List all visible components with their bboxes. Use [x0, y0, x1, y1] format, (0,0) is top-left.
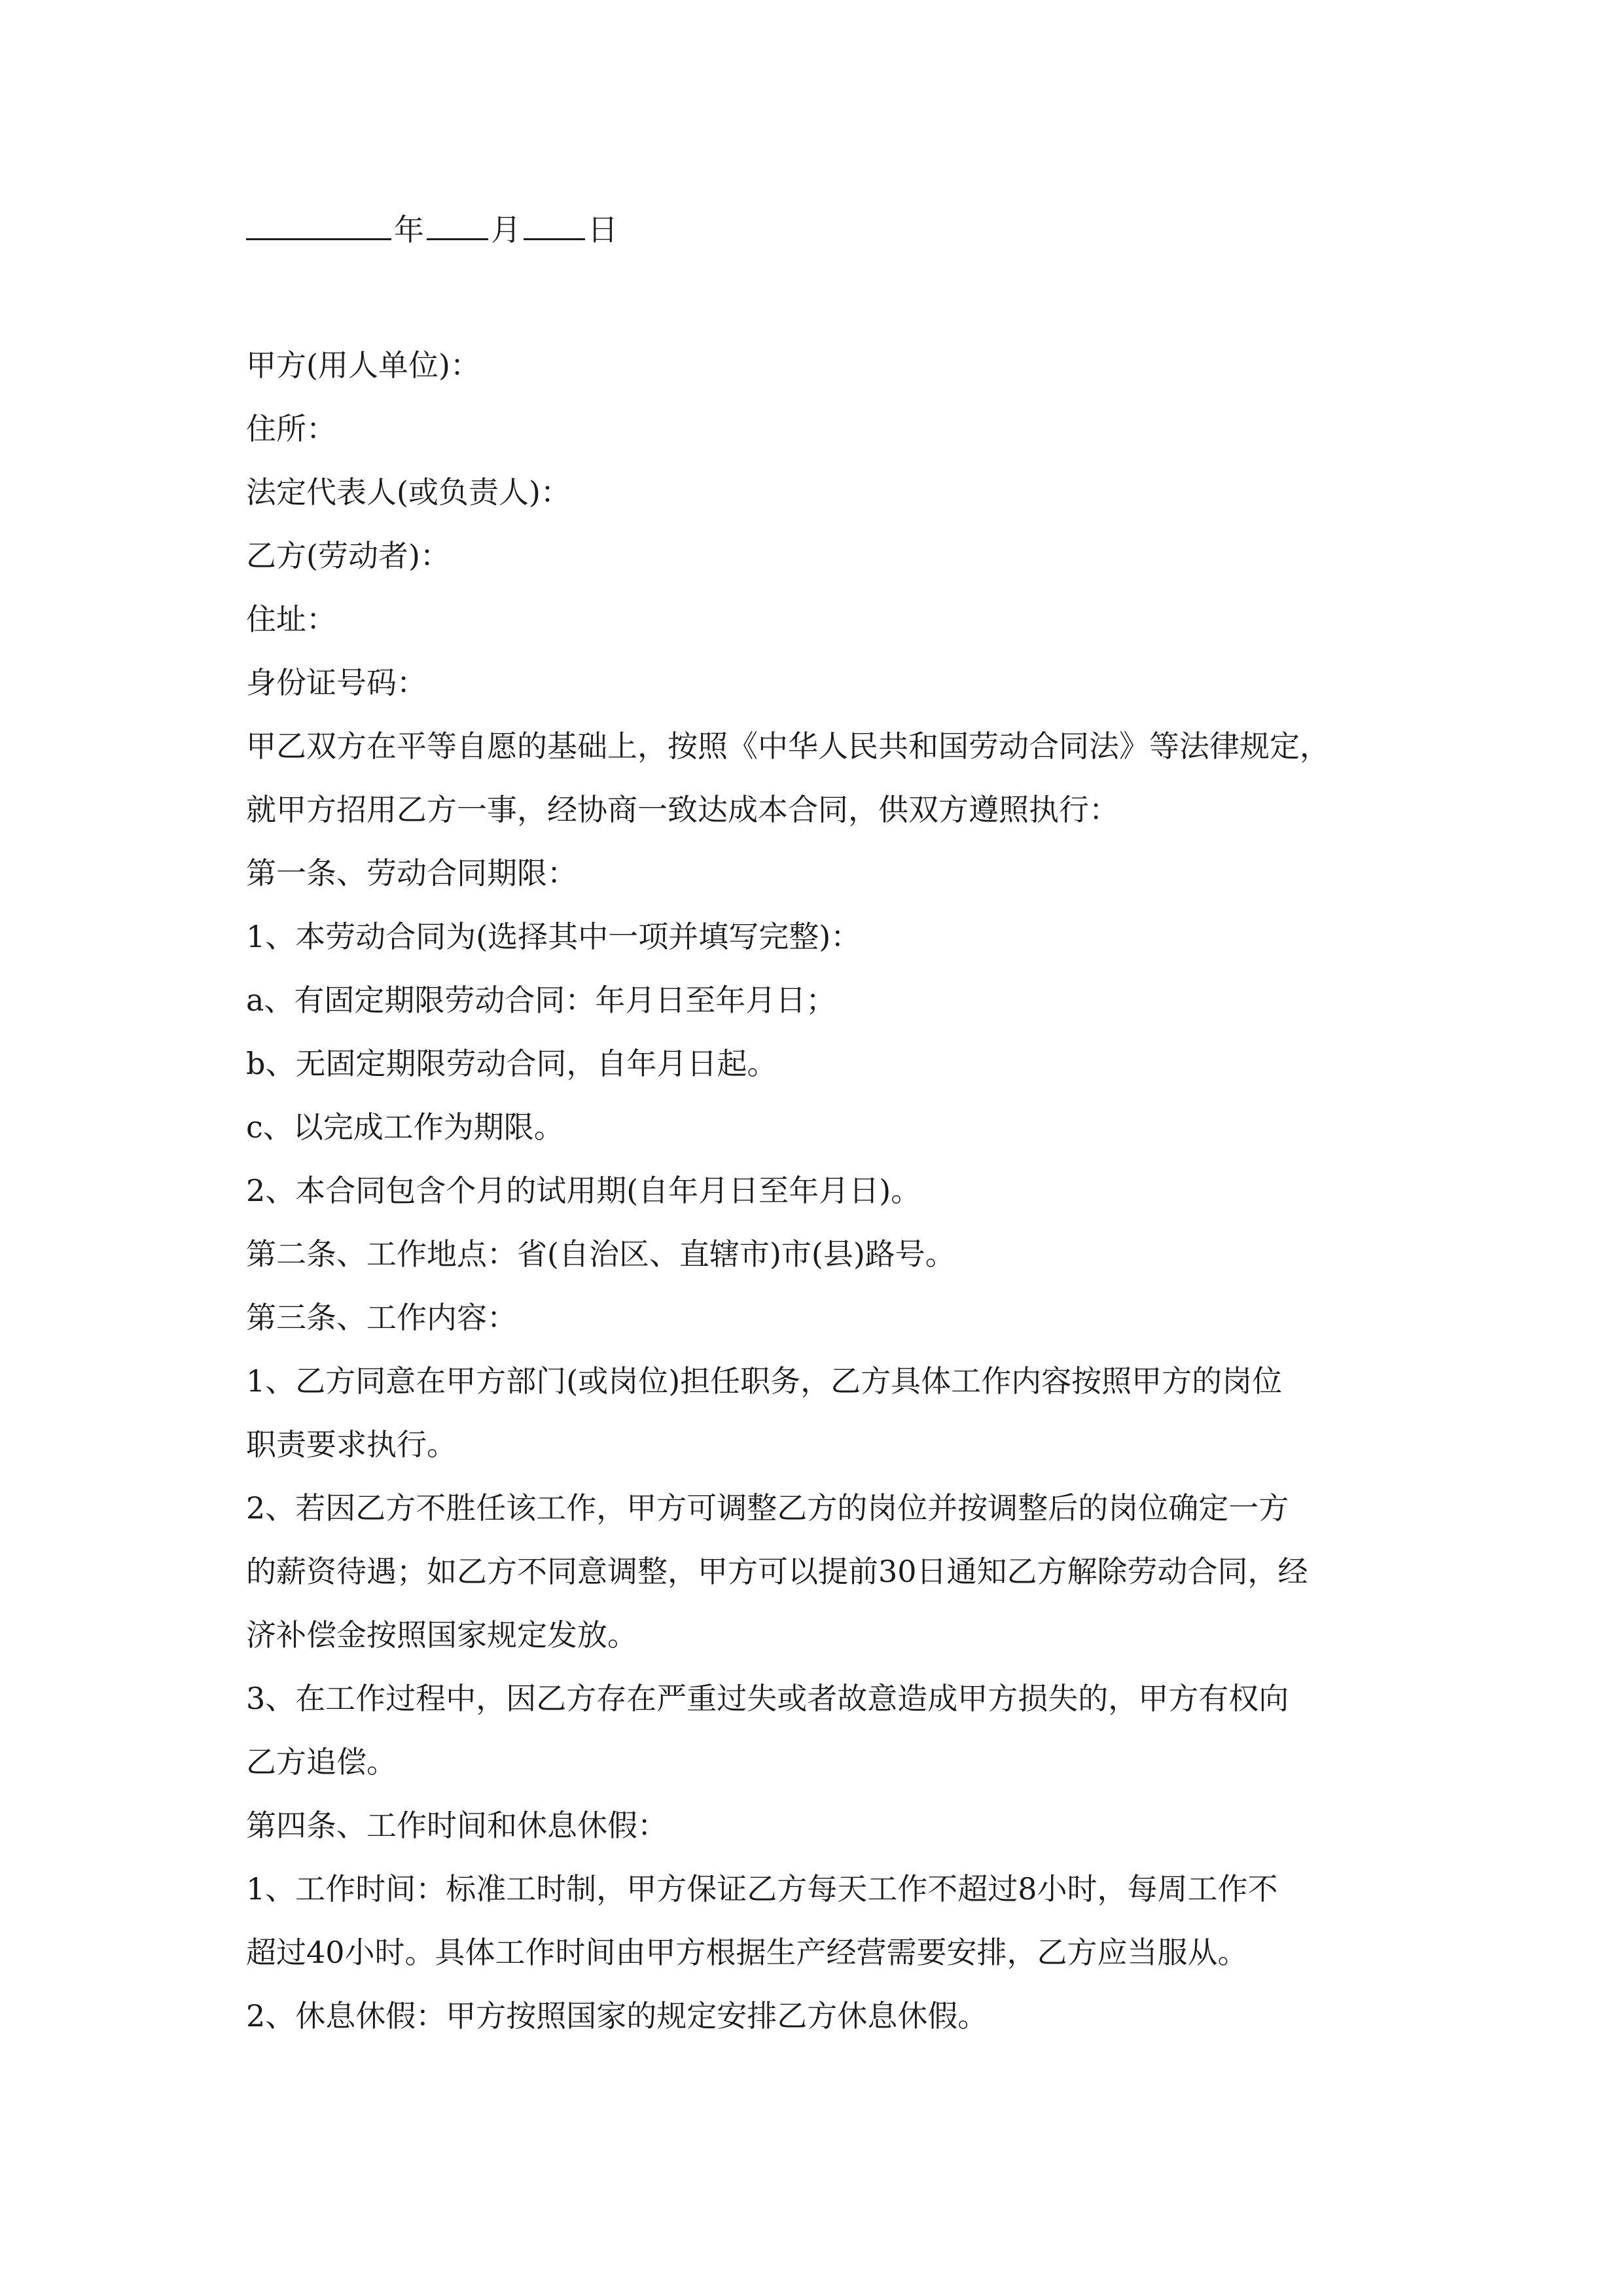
article-1-option-b: b、无固定期限劳动合同，自年月日起。	[246, 1046, 777, 1081]
article-2-heading: 第二条、工作地点：省(自治区、直辖市)市(县)路号。	[246, 1236, 955, 1272]
day-label: 日	[588, 212, 618, 247]
article-3-item-2-line-1: 2、若因乙方不胜任该工作，甲方可调整乙方的岗位并按调整后的岗位确定一方	[246, 1490, 1289, 1526]
party-b-address-line: 住址：	[246, 601, 336, 637]
article-3-item-1-line-2: 职责要求执行。	[246, 1427, 457, 1462]
article-3-item-3-line-1: 3、在工作过程中，因乙方存在严重过失或者故意造成甲方损失的，甲方有权向	[246, 1681, 1289, 1716]
article-3-item-3-line-2: 乙方追偿。	[246, 1744, 397, 1780]
article-3-heading: 第三条、工作内容：	[246, 1300, 517, 1335]
preamble-line-1: 甲乙双方在平等自愿的基础上，按照《中华人民共和国劳动合同法》等法律规定，	[246, 728, 1330, 764]
month-label: 月	[491, 212, 521, 247]
article-4-item-1-line-2: 超过40小时。具体工作时间由甲方根据生产经营需要安排，乙方应当服从。	[246, 1935, 1248, 1970]
legal-representative-line: 法定代表人(或负责人)：	[246, 475, 571, 510]
article-1-item-1: 1、本劳动合同为(选择其中一项并填写完整)：	[246, 919, 861, 954]
article-1-item-2: 2、本合同包含个月的试用期(自年月日至年月日)。	[246, 1173, 921, 1208]
id-number-line: 身份证号码：	[246, 665, 427, 700]
article-3-item-2-line-2: 的薪资待遇；如乙方不同意调整，甲方可以提前30日通知乙方解除劳动合同，经	[246, 1554, 1308, 1589]
article-4-heading: 第四条、工作时间和休息休假：	[246, 1808, 668, 1843]
contract-body	[246, 334, 1378, 2048]
party-a-line: 甲方(用人单位)：	[246, 348, 480, 383]
article-4-item-1-line-1: 1、工作时间：标准工时制，甲方保证乙方每天工作不超过8小时，每周工作不	[246, 1871, 1278, 1907]
article-3-item-1-line-1: 1、乙方同意在甲方部门(或岗位)担任职务，乙方具体工作内容按照甲方的岗位	[246, 1363, 1283, 1399]
month-blank	[427, 207, 488, 240]
article-1-option-c: c、以完成工作为期限。	[246, 1109, 564, 1145]
party-a-address-line: 住所：	[246, 411, 336, 446]
party-b-line: 乙方(劳动者)：	[246, 538, 450, 573]
date-line	[246, 207, 618, 251]
article-3-item-2-line-3: 济补偿金按照国家规定发放。	[246, 1617, 637, 1653]
day-blank	[524, 207, 585, 240]
article-1-option-a: a、有固定期限劳动合同：年月日至年月日；	[246, 982, 836, 1018]
article-4-item-2: 2、休息休假：甲方按照国家的规定安排乙方休息休假。	[246, 1998, 988, 2034]
article-1-heading: 第一条、劳动合同期限：	[246, 855, 577, 891]
preamble-line-2: 就甲方招用乙方一事，经协商一致达成本合同，供双方遵照执行：	[246, 792, 1119, 827]
year-label: 年	[394, 212, 424, 247]
year-blank	[246, 207, 391, 240]
